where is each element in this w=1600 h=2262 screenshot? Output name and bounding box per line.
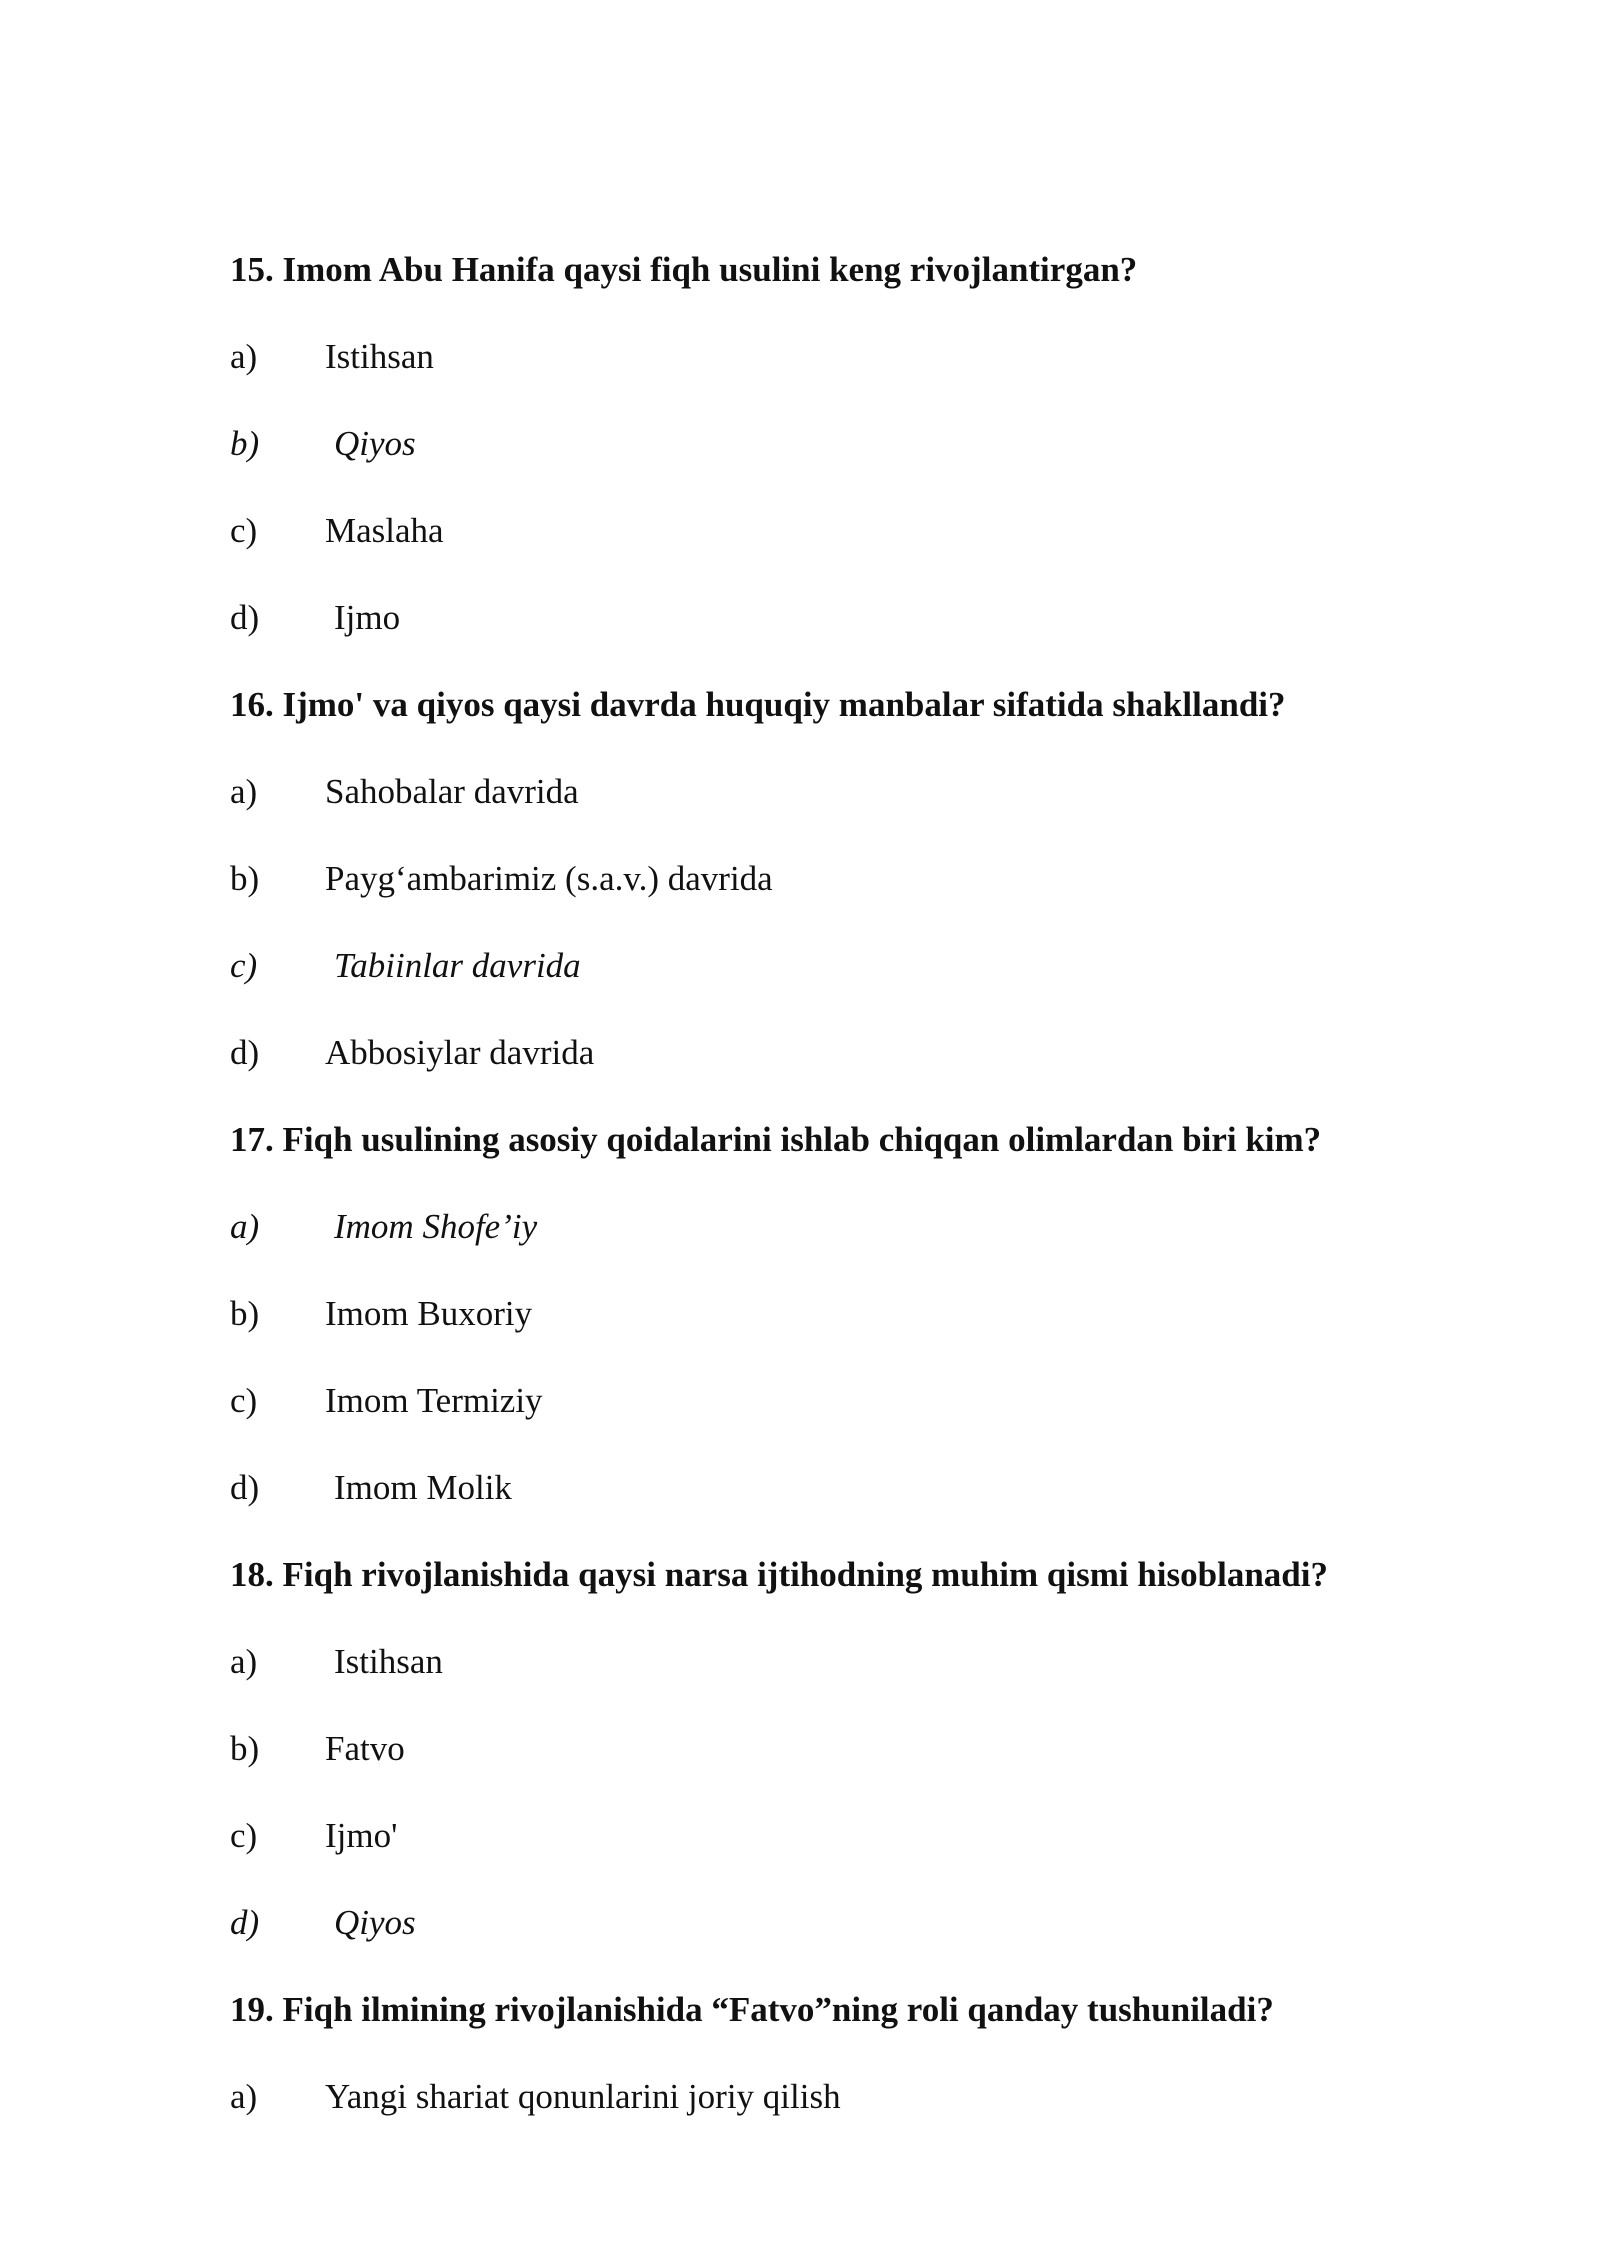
option-text: Imom Molik [334,1467,512,1507]
question-15-option-d [230,574,1470,661]
option-letter: b) [230,1293,260,1333]
option-text: Istihsan [325,336,434,376]
option-letter: b) [230,858,260,898]
question-15-title: 15. Imom Abu Hanifa qaysi fiqh usulini keng rivojlantirgan? [230,249,1138,289]
option-text: Imom Termiziy [325,1380,543,1420]
question-18-option-d [230,1879,1470,1966]
question-17-option-c [230,1357,1470,1444]
option-letter: a) [230,1641,258,1681]
option-text: Imom Buxoriy [325,1293,533,1333]
question-18-option-b [230,1705,1470,1792]
question-15-option-b [230,400,1470,487]
quiz-content [230,226,1470,2140]
option-text: Payg‘ambarimiz (s.a.v.) davrida [325,858,773,898]
option-letter: b) [230,1728,260,1768]
question-17-option-d [230,1444,1470,1531]
question-16-option-b [230,835,1470,922]
option-letter: c) [230,945,258,985]
option-letter: a) [230,2076,258,2116]
question-16-option-d [230,1009,1470,1096]
question-18-title: 18. Fiqh rivojlanishida qaysi narsa ijtihodning muhim qismi hisoblanadi? [230,1554,1328,1594]
option-letter: c) [230,1815,258,1855]
option-letter: d) [230,1902,260,1942]
option-text: Qiyos [334,1902,416,1942]
question-17-option-b [230,1270,1470,1357]
option-text: Istihsan [334,1641,443,1681]
question-17-title: 17. Fiqh usulining asosiy qoidalarini ishlab chiqqan olimlardan biri kim? [230,1119,1322,1159]
option-text: Abbosiylar davrida [325,1032,595,1072]
option-letter: d) [230,1467,260,1507]
option-letter: a) [230,336,258,376]
question-19-option-a [230,2053,1470,2140]
option-text: Tabiinlar davrida [334,945,581,985]
question-16-title: 16. Ijmo' va qiyos qaysi davrda huquqiy manbalar sifatida shakllandi? [230,684,1286,724]
option-text: Qiyos [334,423,416,463]
option-text: Imom Shofe’iy [334,1206,538,1246]
question-19-title: 19. Fiqh ilmining rivojlanishida “Fatvo”ning roli qanday tushuniladi? [230,1989,1274,2029]
question-15-option-a [230,313,1470,400]
option-letter: a) [230,771,258,811]
option-letter: c) [230,510,258,550]
question-17-option-a [230,1183,1470,1270]
question-16-option-a [230,748,1470,835]
option-text: Sahobalar davrida [325,771,579,811]
option-letter: d) [230,597,260,637]
option-letter: b) [230,423,260,463]
question-15-option-c [230,487,1470,574]
option-text: Yangi shariat qonunlarini joriy qilish [325,2076,841,2116]
option-letter: c) [230,1380,258,1420]
option-text: Ijmo [334,597,401,637]
option-text: Fatvo [325,1728,405,1768]
question-18-option-c [230,1792,1470,1879]
option-text: Maslaha [325,510,444,550]
question-16-option-c [230,922,1470,1009]
option-letter: d) [230,1032,260,1072]
option-text: Ijmo' [325,1815,398,1855]
question-18-option-a [230,1618,1470,1705]
option-letter: a) [230,1206,260,1246]
